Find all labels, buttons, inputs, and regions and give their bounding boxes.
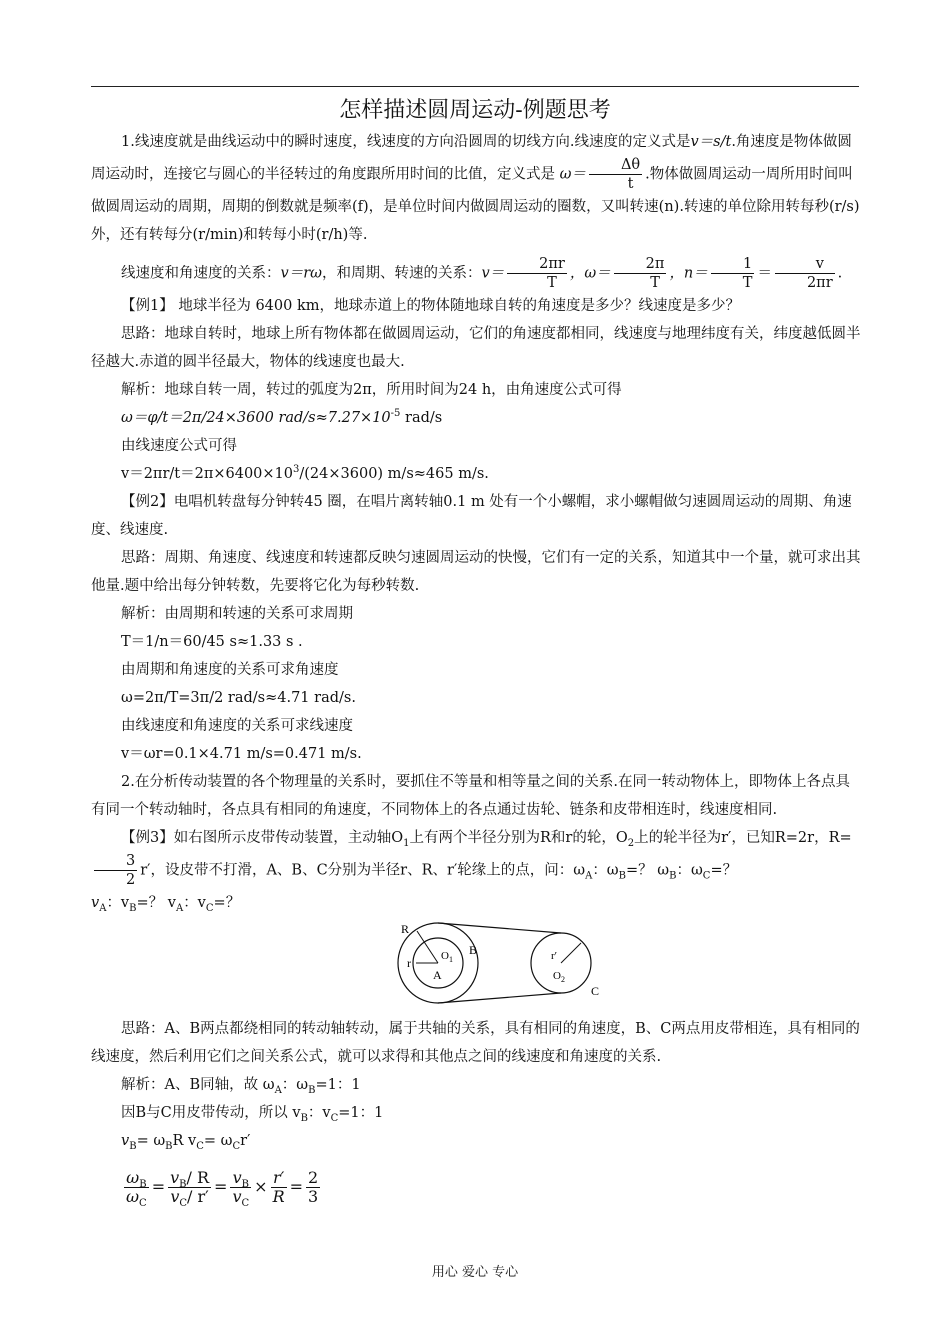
numerator: $v_B/$ R (170, 1168, 210, 1191)
subscript: C (205, 902, 214, 914)
denominator: R (272, 1187, 285, 1206)
ratio-equation (91, 1163, 861, 1211)
subscript: B (669, 870, 677, 882)
numerator: v (775, 255, 835, 274)
numerator: 2πr (507, 255, 567, 274)
label-r: r (407, 956, 411, 970)
subscript: B (129, 902, 137, 914)
text: 上有两个半径分别为R和r的轮，O (409, 830, 628, 846)
text: r′，设皮带不打滑，A、B、C分别为半径r、R、r′轮缘上的点，问：ω (140, 862, 586, 879)
paragraph-1 (91, 128, 861, 249)
text: v (91, 895, 100, 911)
numerator: 1 (711, 255, 755, 274)
text: 因B与C用皮带传动，所以 v (121, 1105, 301, 1121)
subscript: C (232, 1140, 241, 1152)
text: = ω (136, 1133, 166, 1149)
text: ，和周期、转速的关系： (321, 265, 482, 282)
radius-r-prime-arrow (561, 943, 581, 963)
text: ：v (106, 895, 130, 911)
subscript: A (274, 1084, 282, 1096)
fraction (614, 255, 667, 292)
numerator: $v_B$ (230, 1169, 251, 1188)
formula-omega: ω＝ (559, 166, 586, 183)
text: ：v (183, 895, 206, 911)
denominator: $v_C$ (232, 1187, 250, 1210)
subscript: B (300, 1112, 308, 1124)
times: × (254, 1177, 268, 1196)
fraction (711, 255, 755, 292)
label-B: B (469, 943, 478, 957)
example-1-step: 解析：地球自转一周，转过的弧度为2π，所用时间为24 h，由角速度公式可得 (121, 382, 622, 398)
denominator: 3 (308, 1187, 319, 1206)
subscript: 1 (403, 837, 410, 849)
equals: = (289, 1177, 304, 1196)
denominator: T (742, 275, 753, 291)
text: r′ (240, 1133, 251, 1149)
formula-v: v＝s/t (690, 134, 732, 150)
formula: ω＝φ/t＝2π/24×3600 rad/s≈7.27×10 (121, 410, 391, 426)
label-O2: $O_2$ (553, 970, 565, 984)
formula: v＝ (481, 265, 505, 282)
example-3-step (91, 1127, 861, 1155)
example-3-idea: 思路：A、B两点都绕相同的转动轴转动，属于共轴的关系，具有相同的角速度，B、C两点用皮带相连，具有相同的线速度，然后利用它们之间关系公式，就可以求得和其他点之间的线速度和角速度的关系. (91, 1021, 860, 1065)
example-3-question (91, 824, 861, 889)
text: . (837, 265, 843, 282)
text: 解析：A、B同轴，故 ω (121, 1077, 275, 1093)
numerator: 3 (94, 852, 137, 871)
example-1-step (91, 460, 861, 488)
numerator: $\omega_B$ (124, 1169, 149, 1188)
example-2-step: v＝ωr=0.1×4.71 m/s=0.471 m/s. (121, 746, 362, 762)
superscript: -5 (390, 408, 401, 420)
text: = ω (203, 1133, 233, 1149)
formula: ，ω＝ (569, 265, 611, 282)
text: =？ v (136, 895, 176, 911)
label-R: R (401, 922, 410, 936)
text: =？ (710, 862, 738, 879)
radius-R-arrow (417, 931, 438, 963)
subscript: C (196, 1140, 204, 1152)
text: .角速度是物体做圆周运动时，连接它与圆心的半径转过的角度跟所用时间的比值，定义式是 (91, 134, 852, 183)
fraction (775, 255, 835, 292)
formula: v＝rω (280, 265, 322, 282)
subscript: B (618, 870, 626, 882)
top-rule (91, 86, 859, 87)
fraction (589, 156, 642, 193)
fraction (507, 255, 567, 292)
superscript: 3 (293, 464, 300, 476)
text: 线速度和角速度的关系： (121, 265, 281, 282)
denominator: $\omega_C$ (126, 1187, 147, 1210)
example-1-idea: 思路：地球自转时，地球上所有物体都在做圆周运动，它们的角速度都相同，线速度与地理纬度有关，纬度越低圆半径越大.赤道的圆半径最大，物体的线速度也最大. (91, 326, 861, 370)
paragraph-2: 2.在分析传动装置的各个物理量的关系时，要抓住不等量和相等量之间的关系.在同一转动物体上，即物体上各点具有同一个转动轴时，各点具有相同的角速度，不同物体上的各点通过齿轮、链条和皮带相连时，线速度相同. (91, 774, 850, 818)
equals: = (151, 1177, 166, 1196)
example-1-step: 由线速度公式可得 (121, 438, 237, 454)
example-3-step (91, 1099, 861, 1127)
example-2-step: 由线速度和角速度的关系可求线速度 (121, 718, 353, 734)
example-2-step: 解析：由周期和转速的关系可求周期 (121, 606, 353, 622)
numerator: 2π (614, 255, 667, 274)
text: =1：1 (315, 1077, 361, 1093)
fraction (230, 1168, 251, 1210)
denominator: T (650, 275, 660, 291)
denominator: 2 (126, 872, 136, 888)
fraction (306, 1169, 320, 1206)
text: v (121, 1133, 130, 1149)
fraction (168, 1168, 211, 1210)
subscript: A (175, 902, 184, 914)
belt-drive-diagram (391, 921, 691, 1007)
document-body (91, 128, 861, 1211)
denominator: T (547, 275, 557, 291)
label-O1: $O_1$ (441, 950, 453, 964)
text: /(24×3600) m/s≈465 m/s. (299, 466, 489, 482)
text: =1：1 (338, 1105, 384, 1121)
example-2-idea: 思路：周期、角速度、线速度和转速都反映匀速圆周运动的快慢，它们有一定的关系，知道其中一个量，就可求出其他量.题中给出每分钟转数，先要将它化为每秒转数. (91, 550, 861, 594)
label-A: A (433, 968, 442, 982)
fraction (124, 1168, 149, 1210)
denominator: $v_C/$ r′ (170, 1187, 209, 1210)
text: =？ (213, 895, 241, 911)
subscript: C (330, 1112, 339, 1124)
label-r-prime: r′ (551, 950, 558, 962)
subscript: B (129, 1140, 137, 1152)
relation-formula (91, 255, 861, 292)
example-1-question: 【例1】 地球半径为 6400 km，地球赤道上的物体随地球自转的角速度是多少？线速度是多少？ (121, 298, 740, 314)
numerator: r′ (271, 1169, 287, 1188)
example-3-ratio-question (91, 889, 861, 917)
text: ：ω (281, 1077, 309, 1093)
page-footer: 用心 爱心 专心 (431, 1265, 519, 1280)
text: rad/s (400, 410, 443, 426)
denominator: 2πr (806, 275, 833, 291)
numerator: 2 (308, 1168, 319, 1187)
text: 1.线速度就是曲线运动中的瞬时速度，线速度的方向沿圆周的切线方向.线速度的定义式是 (121, 134, 691, 150)
text: ：ω (592, 862, 619, 879)
text: 【例3】如右图所示皮带传动装置，主动轴O (121, 830, 404, 846)
page-title: 怎样描述圆周运动-例题思考 (339, 98, 611, 123)
example-2-step: 由周期和角速度的关系可求角速度 (121, 662, 339, 678)
text: .物体做圆周运动一周所用时间叫做圆周运动的周期，周期的倒数就是频率(f)，是单位时间内做圆周运动的圈数，又叫转速(n).转速的单位除用转每秒(r/s)外，还有转每分(r/min)和转每小时(r/h)等. (91, 166, 860, 243)
example-2-step: T＝1/n＝60/45 s≈1.33 s . (121, 634, 303, 650)
denominator: t (627, 176, 634, 192)
subscript: B (308, 1084, 316, 1096)
fraction (94, 852, 137, 889)
subscript: C (702, 870, 711, 882)
text: R v (172, 1133, 197, 1149)
equals: = (214, 1177, 228, 1196)
subscript: B (165, 1140, 173, 1152)
fraction (271, 1169, 287, 1206)
formula: v＝2πr/t＝2π×6400×10 (121, 466, 293, 482)
example-3-step (91, 1071, 861, 1099)
numerator: Δθ (589, 156, 642, 175)
formula: ，n＝ (669, 265, 708, 282)
belt-drive-figure (91, 921, 861, 1009)
example-2-question: 【例2】电唱机转盘每分钟转45 圈，在唱片离转轴0.1 m 处有一个小螺帽，求小螺帽做匀速圆周运动的周期、角速度、线速度. (91, 494, 852, 538)
text: ：ω (676, 862, 703, 879)
subscript: 2 (627, 837, 635, 849)
text: 上的轮半径为r′，已知R=2r，R= (634, 830, 852, 846)
text: ＝ (757, 265, 772, 282)
text: ：v (307, 1105, 331, 1121)
label-C: C (591, 984, 600, 998)
subscript: A (585, 870, 593, 882)
subscript: A (99, 902, 107, 914)
example-1-step (91, 404, 861, 432)
example-2-step: ω=2π/T=3π/2 rad/s≈4.71 rad/s. (121, 690, 356, 706)
text: =？ ω (626, 862, 670, 879)
